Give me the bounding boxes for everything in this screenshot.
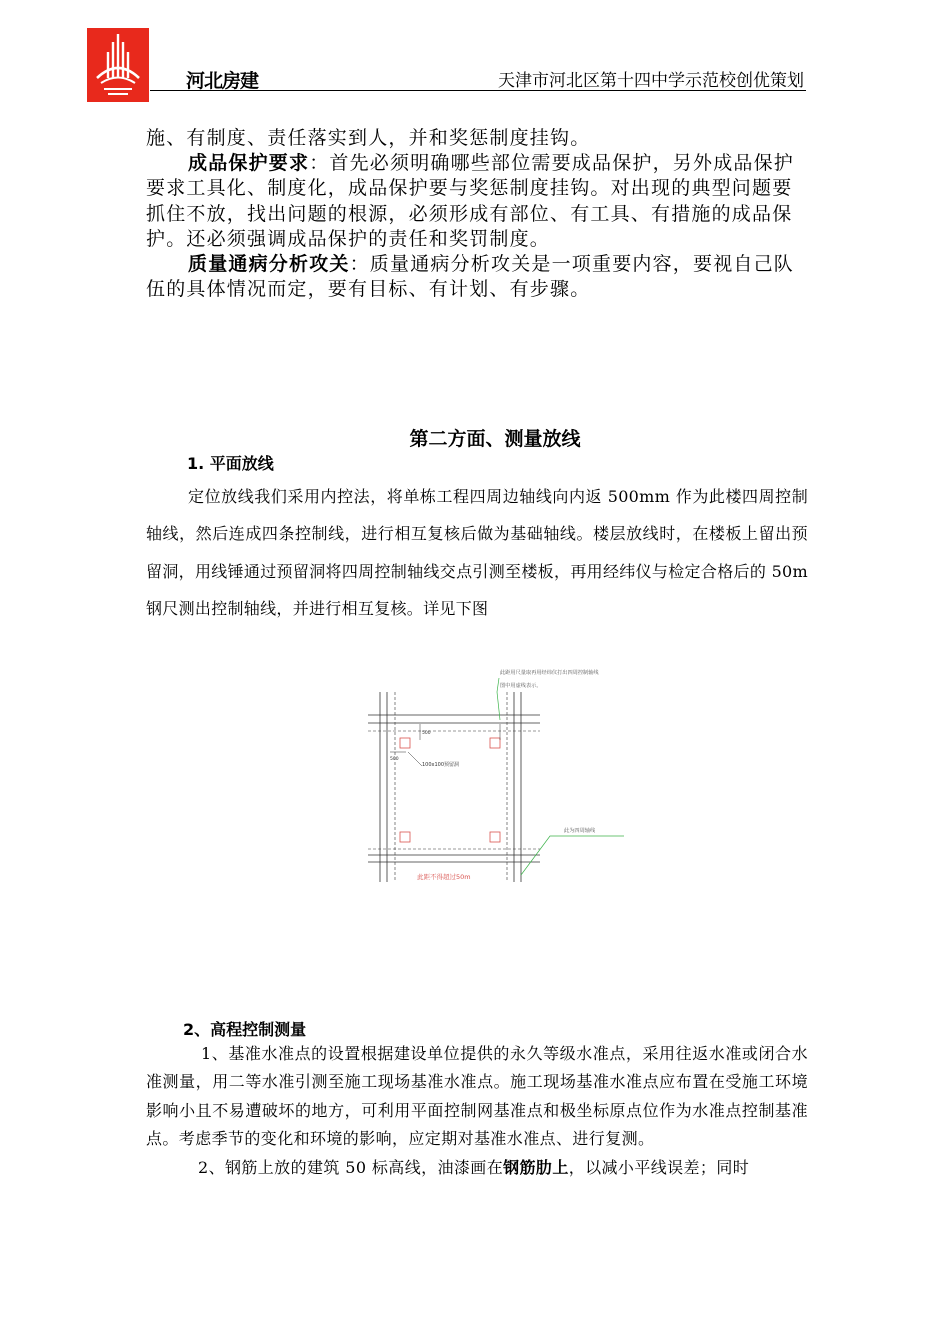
elevation-paragraph-2 [146, 1154, 808, 1182]
note-top-line1: 此距用尺量取再用经纬仪打出四周控制轴线 [500, 670, 599, 676]
elevation-control-section [146, 1040, 808, 1182]
elevation-p2-text-b: ，以减小平线误差；同时 [568, 1157, 750, 1177]
logo-mark-icon [87, 28, 149, 102]
product-protection-label: 成品保护要求 [188, 152, 310, 175]
header-divider [150, 90, 806, 91]
header-company-name: 河北房建 [186, 70, 259, 92]
control-axis-diagram [364, 660, 654, 885]
subsection-title-plane-layout: 1. 平面放线 [187, 454, 274, 473]
paragraph-product-protection [146, 151, 808, 252]
control-axis-drawing [364, 660, 654, 885]
reserved-hole-bottom-right [490, 832, 500, 842]
reserved-hole-top-right [490, 738, 500, 748]
paragraph-quality-issues [146, 252, 808, 302]
reserved-hole-top-left [400, 738, 410, 748]
plane-layout-paragraph: 定位放线我们采用内控法，将单栋工程四周边轴线向内返 500mm 作为此楼四周控制轴线，然后连成四条控制线，进行相互复核后做为基础轴线。楼层放线时，在楼板上留出预留洞，用线锤通过预留洞将四周控制轴线交点引测至楼板，再用经纬仪与检定合格后的 50m 钢尺测出控制轴线，并进行相互复核。详见下图 [146, 487, 808, 618]
intro-section [146, 126, 808, 302]
dim-label-500-top: 500 [422, 731, 431, 736]
quality-issues-text: ：质量通病分析攻关是一项重要内容，要视自己队伍的具体情况而定，要有目标、有计划、有步骤。 [146, 253, 795, 301]
section-title: 第二方面、测量放线 [409, 428, 581, 450]
elevation-p2-bold: 钢筋肋上 [503, 1157, 569, 1177]
continued-line: 施、有制度、责任落实到人，并和奖惩制度挂钩。 [146, 127, 591, 149]
header-project-title: 天津市河北区第十四中学示范校创优策划 [498, 71, 804, 91]
note-top-line2: 图中用虚线表示。 [500, 683, 542, 689]
subsection-title-elevation-control: 2、高程控制测量 [183, 1020, 307, 1039]
reserved-hole-bottom-left [400, 832, 410, 842]
elevation-p2-text-a: 2、钢筋上放的建筑 50 标高线，油漆画在 [198, 1157, 504, 1177]
company-logo [87, 28, 149, 102]
label-perimeter-axis: 此为四周轴线 [564, 828, 596, 834]
elevation-paragraph-1: 1、基准水准点的设置根据建设单位提供的永久等级水准点，采用往返水准或闭合水准测量，用二等水准引测至施工现场基准水准点。施工现场基准水准点应布置在受施工环境影响小且不易遭破坏的地方，可利用平面控制网基准点和极坐标原点位作为水准点控制基准点。考虑季节的变化和环境的影响，应定期对基准水准点、进行复测。 [146, 1044, 808, 1149]
product-protection-text: ：首先必须明确哪些部位需要成品保护，另外成品保护要求工具化、制度化，成品保护要与奖惩制度挂钩。对出现的典型问题要抓住不放，找出问题的根源，必须形成有部位、有工具、有措施的成品保护。还必须强调成品保护的责任和奖罚制度。 [146, 152, 795, 250]
plane-layout-section [146, 478, 808, 627]
dim-label-500-left: 500 [390, 757, 399, 762]
label-max-distance: 此距不得超过50m [417, 873, 471, 881]
label-reserved-hole: 100x100预留洞 [422, 762, 460, 768]
quality-issues-label: 质量通病分析攻关 [188, 253, 350, 276]
